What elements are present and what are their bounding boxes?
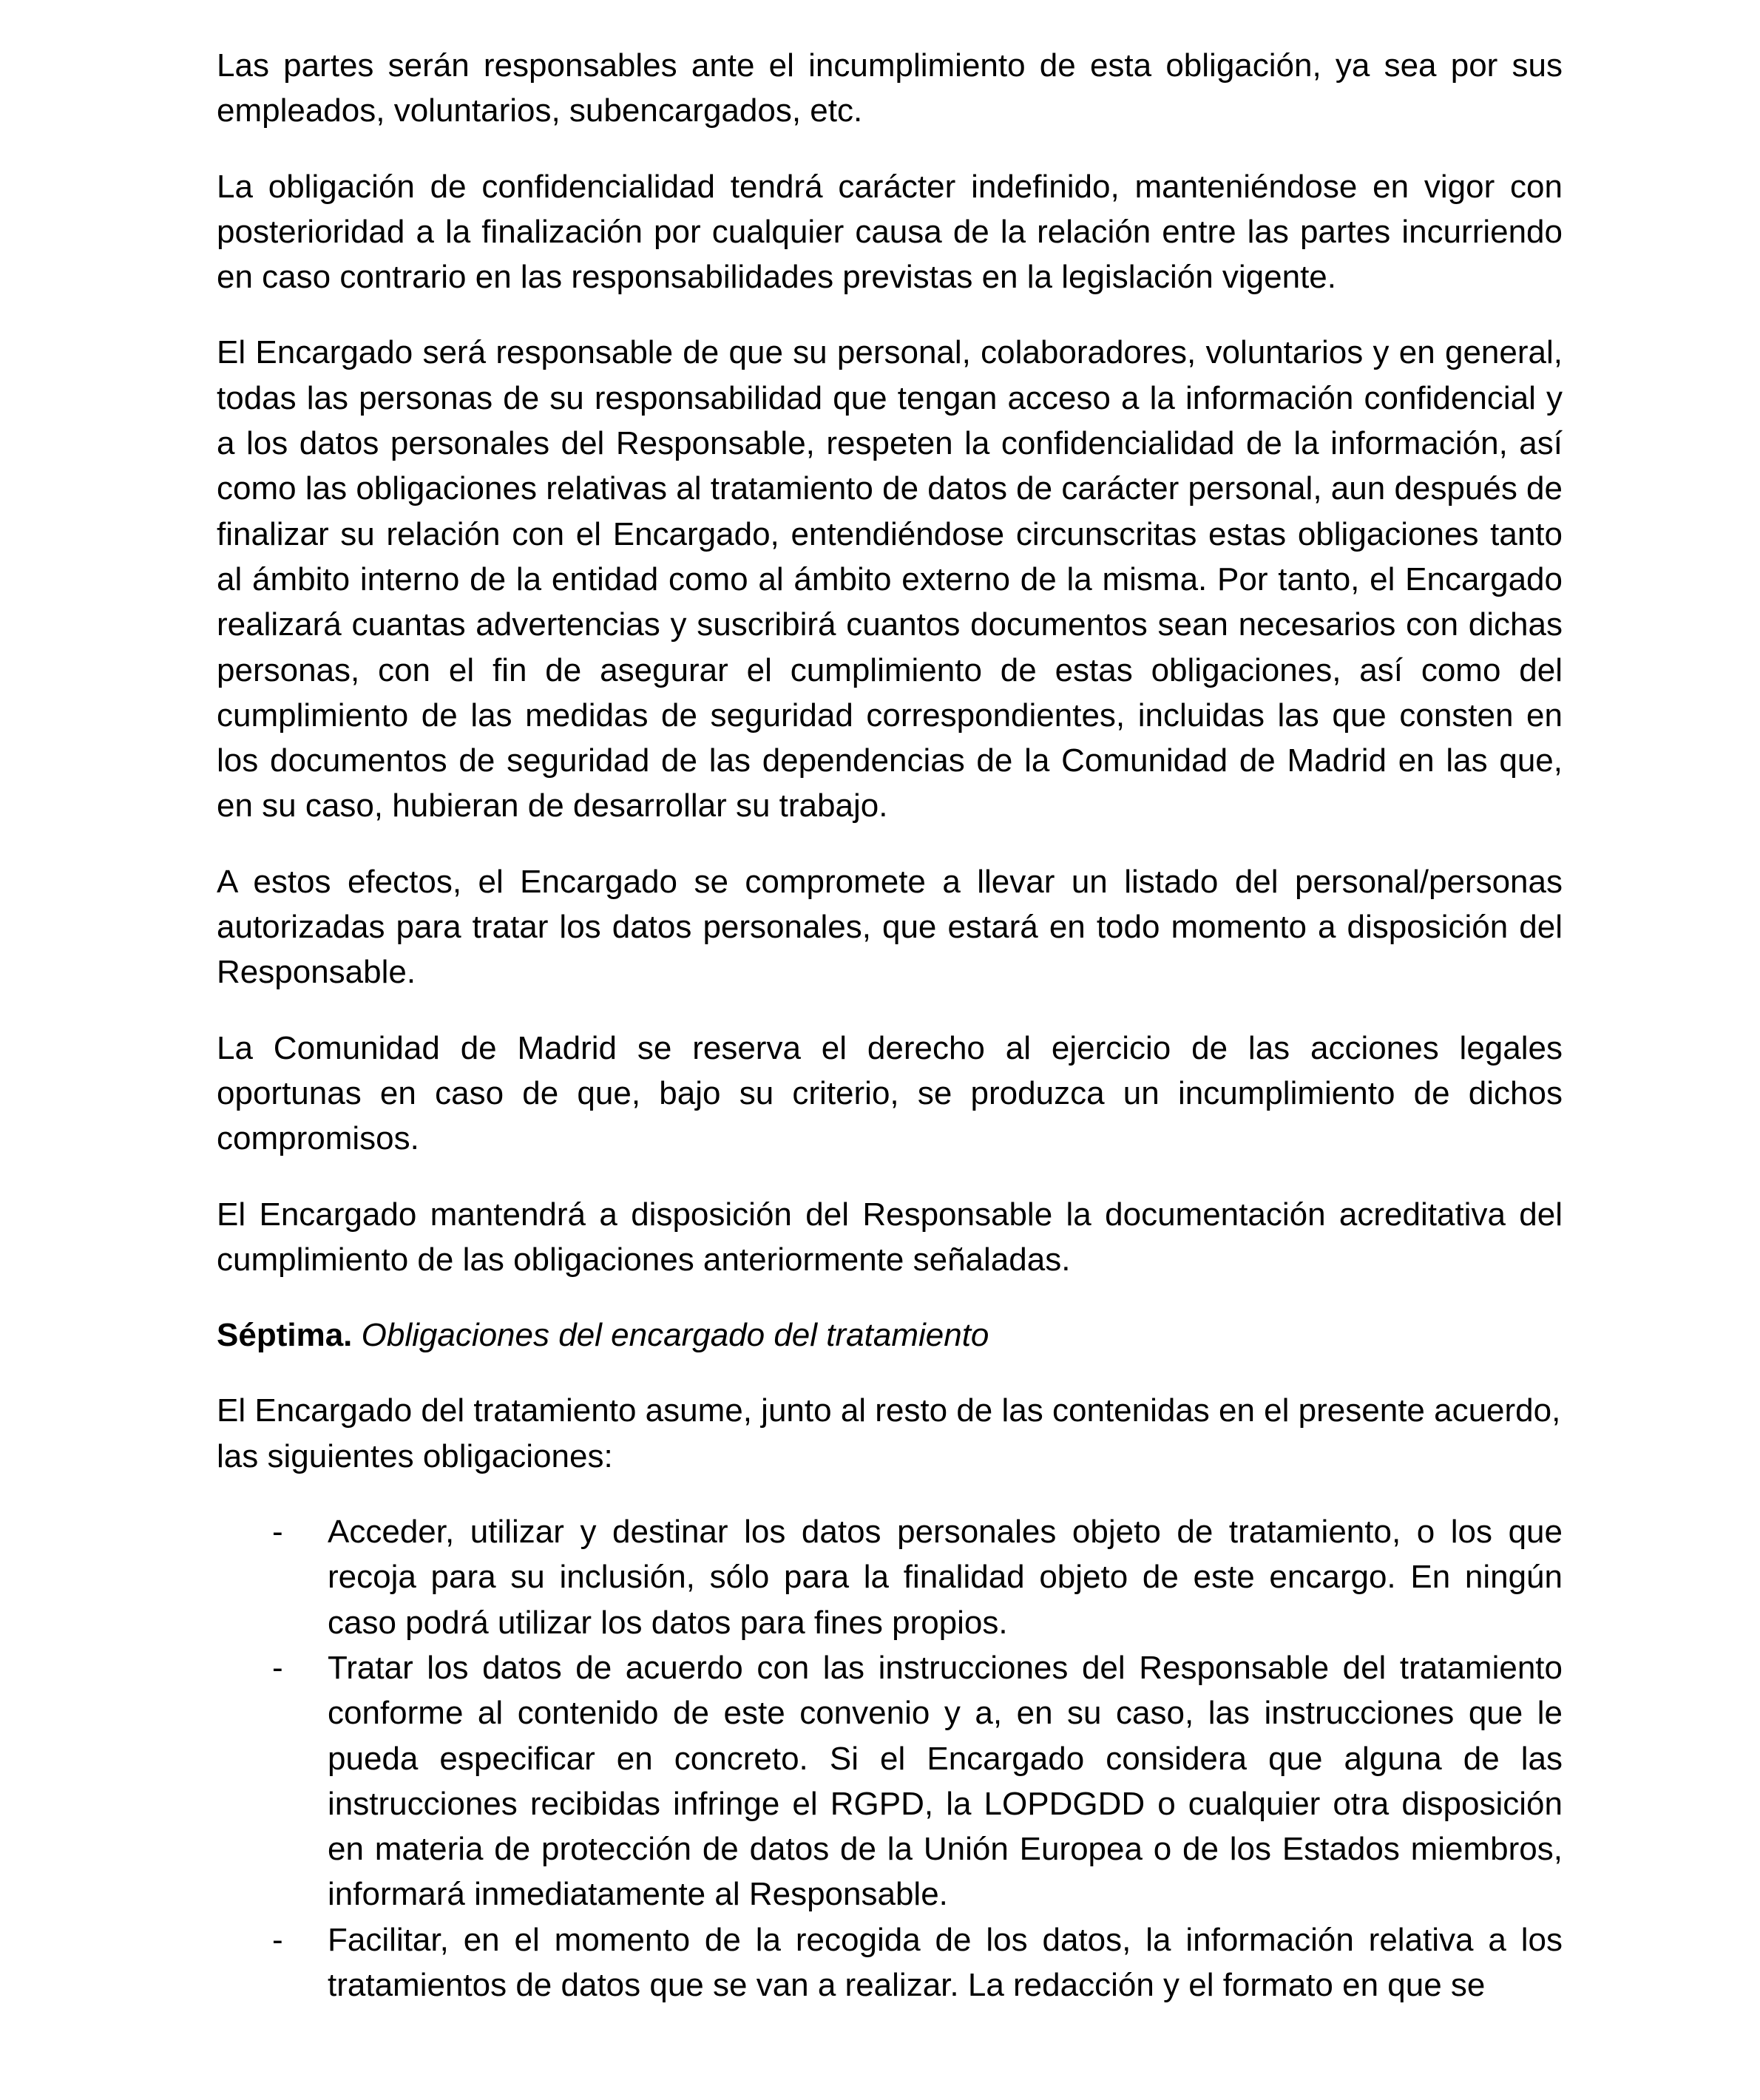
section-title: Obligaciones del encargado del tratamiento <box>361 1317 989 1354</box>
list-item <box>217 1917 1563 2008</box>
paragraph: A estos efectos, el Encargado se compromete a llevar un listado del personal/personas autorizadas para tratar los datos personales, que estará en todo momento a disposición del Responsable. <box>217 863 1563 991</box>
obligations-list <box>217 1509 1563 2008</box>
list-marker: - <box>272 1649 283 1686</box>
paragraph: El Encargado mantendrá a disposición del Responsable la documentación acreditativa del cumplimiento de las obligaciones anteriormente señaladas. <box>217 1196 1563 1278</box>
list-marker: - <box>272 1514 283 1551</box>
list-item <box>217 1645 1563 1917</box>
section-heading <box>217 1312 1563 1358</box>
paragraph: La Comunidad de Madrid se reserva el derecho al ejercicio de las acciones legales oportunas en caso de que, bajo su criterio, se produzca un incumplimiento de dichos compromisos. <box>217 1029 1563 1157</box>
paragraph: Las partes serán responsables ante el incumplimiento de esta obligación, ya sea por sus empleados, voluntarios, subencargados, etc. <box>217 47 1563 129</box>
list-item-text: Tratar los datos de acuerdo con las instrucciones del Responsable del tratamiento conforme al contenido de este convenio y a, en su caso, las instrucciones que le pueda especificar en concreto. Si el Encargado considera que alguna de las instrucciones recibidas infringe el RGPD, la LOPDGDD o cualquier otra disposición en materia de protección de datos de la Unión Europea o de los Estados miembros, informará inmediatamente al Responsable. <box>328 1649 1563 1913</box>
intro-paragraph: El Encargado del tratamiento asume, junto al resto de las contenidas en el presente acuerdo, las siguientes obligaciones: <box>217 1392 1561 1474</box>
paragraph: El Encargado será responsable de que su personal, colaboradores, voluntarios y en general, todas las personas de su responsabilidad que tengan acceso a la información confidencial y a los datos personales del Responsable, respeten la confidencialidad de la información, así como las obligaciones relativas al tratamiento de datos de carácter personal, aun después de finalizar su relación con el Encargado, entendiéndose circunscritas estas obligaciones tanto al ámbito interno de la entidad como al ámbito externo de la misma. Por tanto, el Encargado realizará cuantas advertencias y suscribirá cuantos documentos sean necesarios con dichas personas, con el fin de asegurar el cumplimiento de estas obligaciones, así como del cumplimiento de las medidas de seguridad correspondientes, incluidas las que consten en los documentos de seguridad de las dependencias de la Comunidad de Madrid en las que, en su caso, hubieran de desarrollar su trabajo. <box>217 334 1563 824</box>
section-number: Séptima. <box>217 1317 353 1354</box>
list-item <box>217 1509 1563 1645</box>
document-page <box>217 43 1563 2008</box>
list-item-text: Facilitar, en el momento de la recogida de los datos, la información relativa a los tratamientos de datos que se van a realizar. La redacción y el formato en que se <box>328 1921 1563 2003</box>
list-marker: - <box>272 1921 283 1958</box>
list-item-text: Acceder, utilizar y destinar los datos personales objeto de tratamiento, o los que recoja para su inclusión, sólo para la finalidad objeto de este encargo. En ningún caso podrá utilizar los datos para fines propios. <box>328 1514 1563 1641</box>
paragraph: La obligación de confidencialidad tendrá carácter indefinido, manteniéndose en vigor con posterioridad a la finalización por cualquier causa de la relación entre las partes incurriendo en caso contrario en las responsabilidades previstas en la legislación vigente. <box>217 168 1563 296</box>
